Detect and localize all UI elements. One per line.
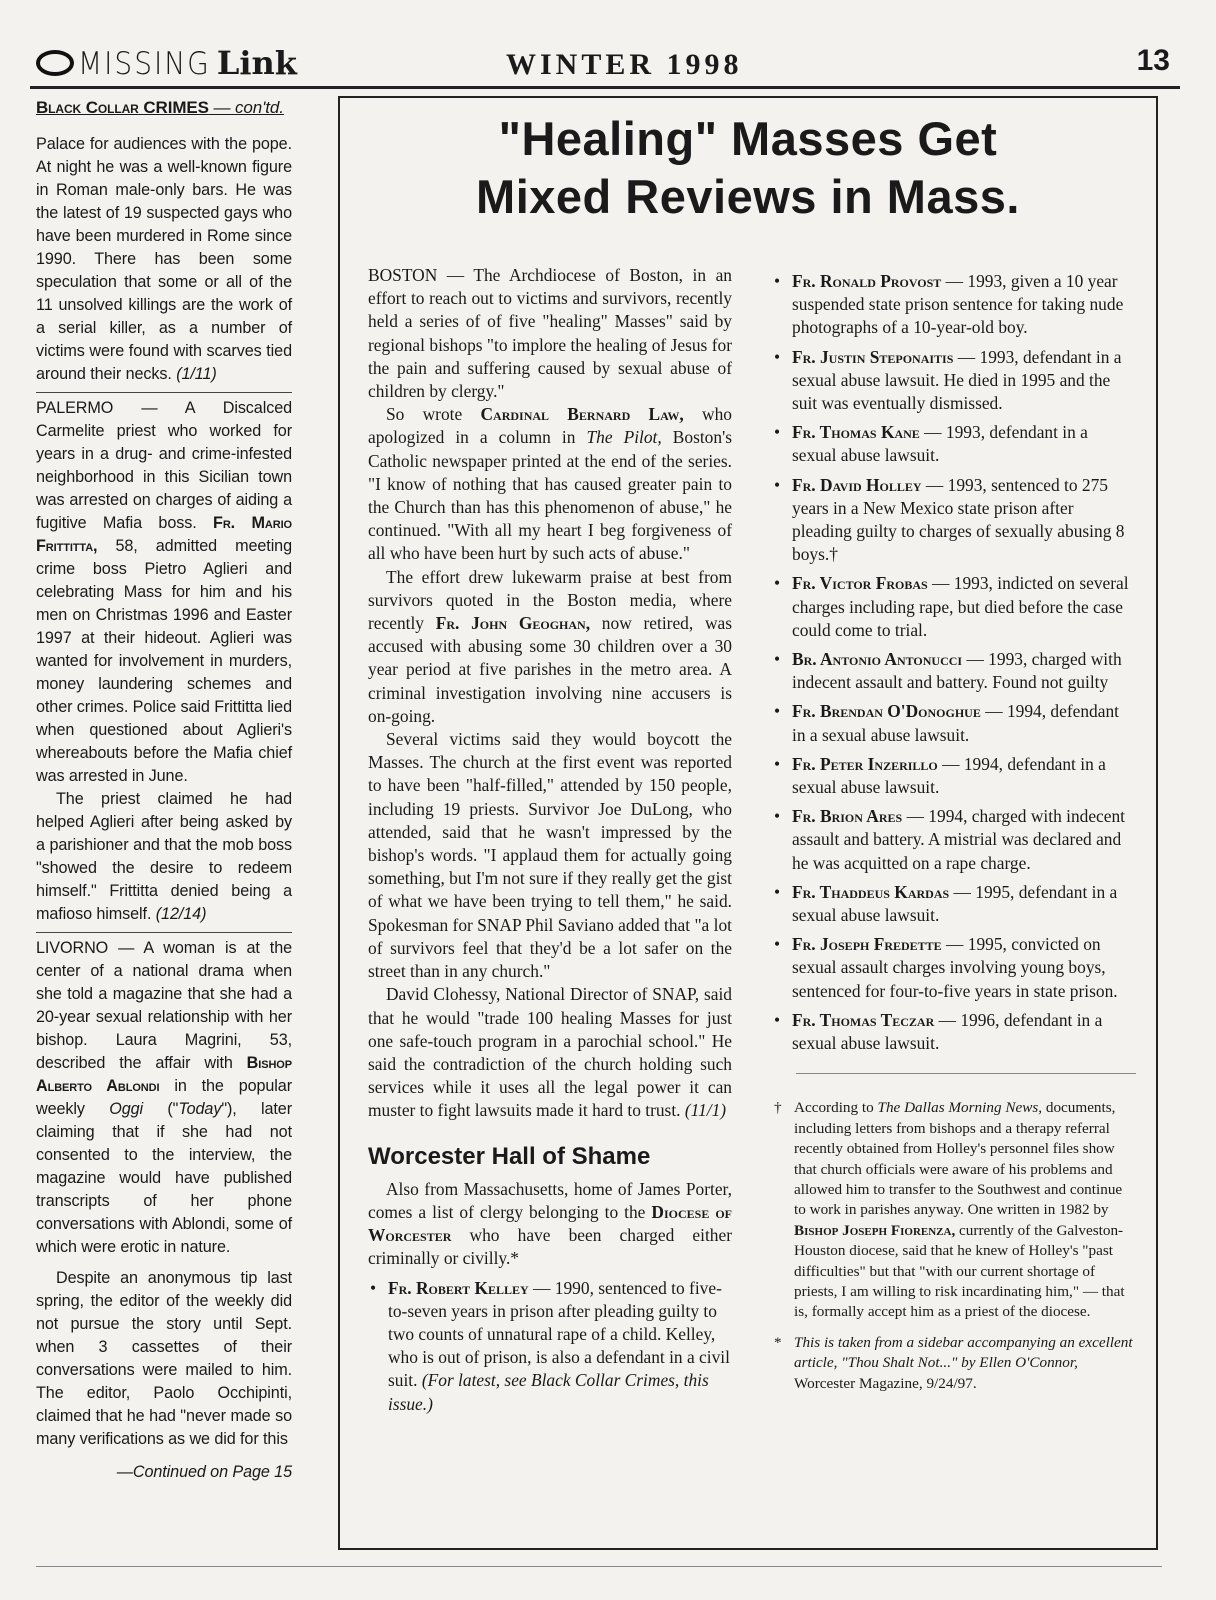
palermo-paragraph-2: The priest claimed he had helped Aglieri after being asked by a parishioner and that the mob boss "showed the desire to redeem himself." Frittitta denied being a mafioso himself. (12/14) (36, 790, 292, 923)
livorno-paragraph-2: Despite an anonymous tip last spring, the editor of the weekly did not pursue the story until Sept. when 3 cassettes of their conversations were mailed to him. The editor, Paolo Occhipinti, claimed that he had "never made so many verifications as we did for this (36, 1269, 292, 1448)
headline: "Healing" Masses Get Mixed Reviews in Mass. (476, 112, 1020, 223)
newsletter-logo (36, 44, 297, 82)
article-paragraph: So wrote Cardinal Bernard Law, who apologized in a column in The Pilot, Boston's Catholic newspaper printed at the end of the series. "I know of nothing that has caused greater pain to the Church than has this phenomenon of abuse," he continued. "With all my heart I beg forgiveness of all who have been hurt by such acts of abuse." (368, 404, 732, 564)
issue-date: WINTER 1998 (506, 48, 743, 81)
list-item: • Fr. Peter Inzerillo — 1994, defendant in a sexual abuse lawsuit. (772, 753, 1136, 799)
list-item: • Fr. Justin Steponaitis — 1993, defendant in a sexual abuse lawsuit. He died in 1995 and the suit was eventually dismissed. (772, 346, 1136, 416)
masthead (30, 40, 1180, 84)
article-column-2 (772, 270, 1136, 1404)
clergy-list (772, 270, 1136, 1055)
logo-ring-icon (36, 50, 74, 76)
list-item: • Fr. Thomas Teczar — 1996, defendant in a sexual abuse lawsuit. (772, 1009, 1136, 1055)
section-heading: Black Collar CRIMES — con'td. (36, 98, 284, 117)
article-paragraph: David Clohessy, National Director of SNAP, said that he would "trade 100 healing Masses for just one safe-touch program in a parochial school." He said the contradiction of the church holding such services while it uses all the legal power it can muster to fight lawsuits made it hard to trust. (11/1) (368, 984, 732, 1121)
palermo-paragraph: PALERMO — A Discalced Carmelite priest who worked for years in a drug- and crime-infested neighborhood in this Sicilian town was arrested on charges of aiding a fugitive Mafia boss. Fr. Mario Frittitta, 58, admitted meeting crime boss Pietro Aglieri and celebrating Mass for him and his men on Christmas 1996 and Easter 1997 at their hideout. Aglieri was wanted for involvement in murders, money laundering schemes and other crimes. Police said Frittitta lied when questioned about Aglieri's whereabouts before the Mafia chief was arrested in June. (36, 399, 292, 785)
bottom-rule (36, 1566, 1162, 1567)
list-item: • Fr. Victor Frobas — 1993, indicted on several charges including rape, but died before the case could come to trial. (772, 572, 1136, 642)
livorno-paragraph: LIVORNO — A woman is at the center of a national drama when she told a magazine that she had a 20-year sexual relationship with her bishop. Laura Magrini, 53, described the affair with Bishop Alberto Ablondi in the popular weekly Oggi ("Today"), later claiming that if she had not consented to the interview, the magazine would have published transcripts of her phone conversations with Ablondi, some of which were erotic in nature. (36, 939, 292, 1256)
continued-note: —Continued on Page 15 (116, 1463, 292, 1481)
list-item: • Fr. Robert Kelley — 1990, sentenced to five-to-seven years in prison after pleading guilty to two counts of unnatural rape of a child. Kelley, who is out of prison, is also a defendant in a civil suit. (For latest, see Black Collar Crimes, this issue.) (368, 1277, 732, 1416)
logo-missing-text: MISSING (78, 44, 211, 82)
logo-link-text: Link (216, 44, 297, 82)
article-paragraph: BOSTON — The Archdiocese of Boston, in an effort to reach out to victims and survivors, recently held a series of of five "healing" Masses" said by regional bishops "to implore the healing of Jesus for the pain and suffering caused by sexual abuse of children by clergy." (368, 265, 732, 402)
masthead-rule (30, 86, 1180, 89)
list-item: • Fr. Ronald Provost — 1993, given a 10 year suspended state prison sentence for taking nude photographs of a 10-year-old boy. (772, 270, 1136, 340)
list-item: • Br. Antonio Antonucci — 1993, charged with indecent assault and battery. Found not guilty (772, 648, 1136, 694)
subheading: Worcester Hall of Shame (368, 1142, 651, 1170)
list-item: • Fr. Brion Ares — 1994, charged with indecent assault and battery. A mistrial was declared and he was acquitted on a rape charge. (772, 805, 1136, 875)
list-item: • Fr. Joseph Fredette — 1995, convicted on sexual assault charges involving young boys, sentenced for four-to-five years in state prison. (772, 933, 1136, 1003)
worcester-list (368, 1277, 732, 1416)
footnote-asterisk: * This is taken from a sidebar accompanying an excellent article, "Thou Shalt Not..." by Ellen O'Connor, Worcester Magazine, 9/24/97. (774, 1333, 1133, 1392)
divider (36, 932, 292, 933)
article-box (338, 96, 1158, 1550)
left-column (36, 96, 292, 1484)
footnote-dagger: † According to The Dallas Morning News, documents, including letters from bishops and a therapy referral recently obtained from Holley's personnel files show that church officials were aware of his problems and allowed him to transfer to the Southwest and continue to work in parishes anyway. One written in 1982 by Bishop Joseph Fiorenza, currently of the Galveston-Houston diocese, said that he knew of Holley's "past difficulties" but that "with our current shortage of priests, I am willing to risk incardinating him," — that is, formally accept him as a priest of the diocese. (774, 1099, 1125, 1321)
article-column-1 (368, 264, 732, 1422)
list-item: • Fr. Thomas Kane — 1993, defendant in a sexual abuse lawsuit. (772, 421, 1136, 467)
article-paragraph: The effort drew lukewarm praise at best from survivors quoted in the Boston media, where recently Fr. John Geoghan, now retired, was accused with abusing some 30 children over a 30 year period at five parishes in the metro area. A criminal investigation involving nine accusers is on-going. (368, 566, 732, 726)
list-item: • Fr. Brendan O'Donoghue — 1994, defendant in a sexual abuse lawsuit. (772, 700, 1136, 746)
page-number: 13 (1136, 44, 1170, 77)
list-item: • Fr. Thaddeus Kardas — 1995, defendant in a sexual abuse lawsuit. (772, 881, 1136, 927)
list-item: • Fr. David Holley — 1993, sentenced to 275 years in a New Mexico state prison after pleading guilty to charges of sexually abusing 8 boys.† (772, 474, 1136, 567)
rome-paragraph: Palace for audiences with the pope. At night he was a well-known figure in Roman male-only bars. He was the latest of 19 suspected gays who have been murdered in Rome since 1990. There has been some speculation that some or all of the 11 unsolved killings are the work of a serial killer, as a number of victims were found with scarves tied around their necks. (1/11) (36, 135, 292, 383)
article-paragraph: Several victims said they would boycott the Masses. The church at the first event was reported to have been "half-filled," attended by 150 people, including 19 priests. Survivor Joe DuLong, who attended, said that he wasn't impressed by the bishop's words. "I applaud them for actually going something, but I'm not sure if they really get the gist of what we have been trying to tell them," he said. Spokesman for SNAP Phil Saviano added that "a lot of survivors feel that they'd be a lot safer on the street than in any church." (368, 729, 732, 982)
footnote-divider (796, 1073, 1136, 1074)
divider (36, 392, 292, 393)
article-paragraph: Also from Massachusetts, home of James Porter, comes a list of clergy belonging to the Diocese of Worcester who have been charged either criminally or civilly.* (368, 1178, 732, 1269)
